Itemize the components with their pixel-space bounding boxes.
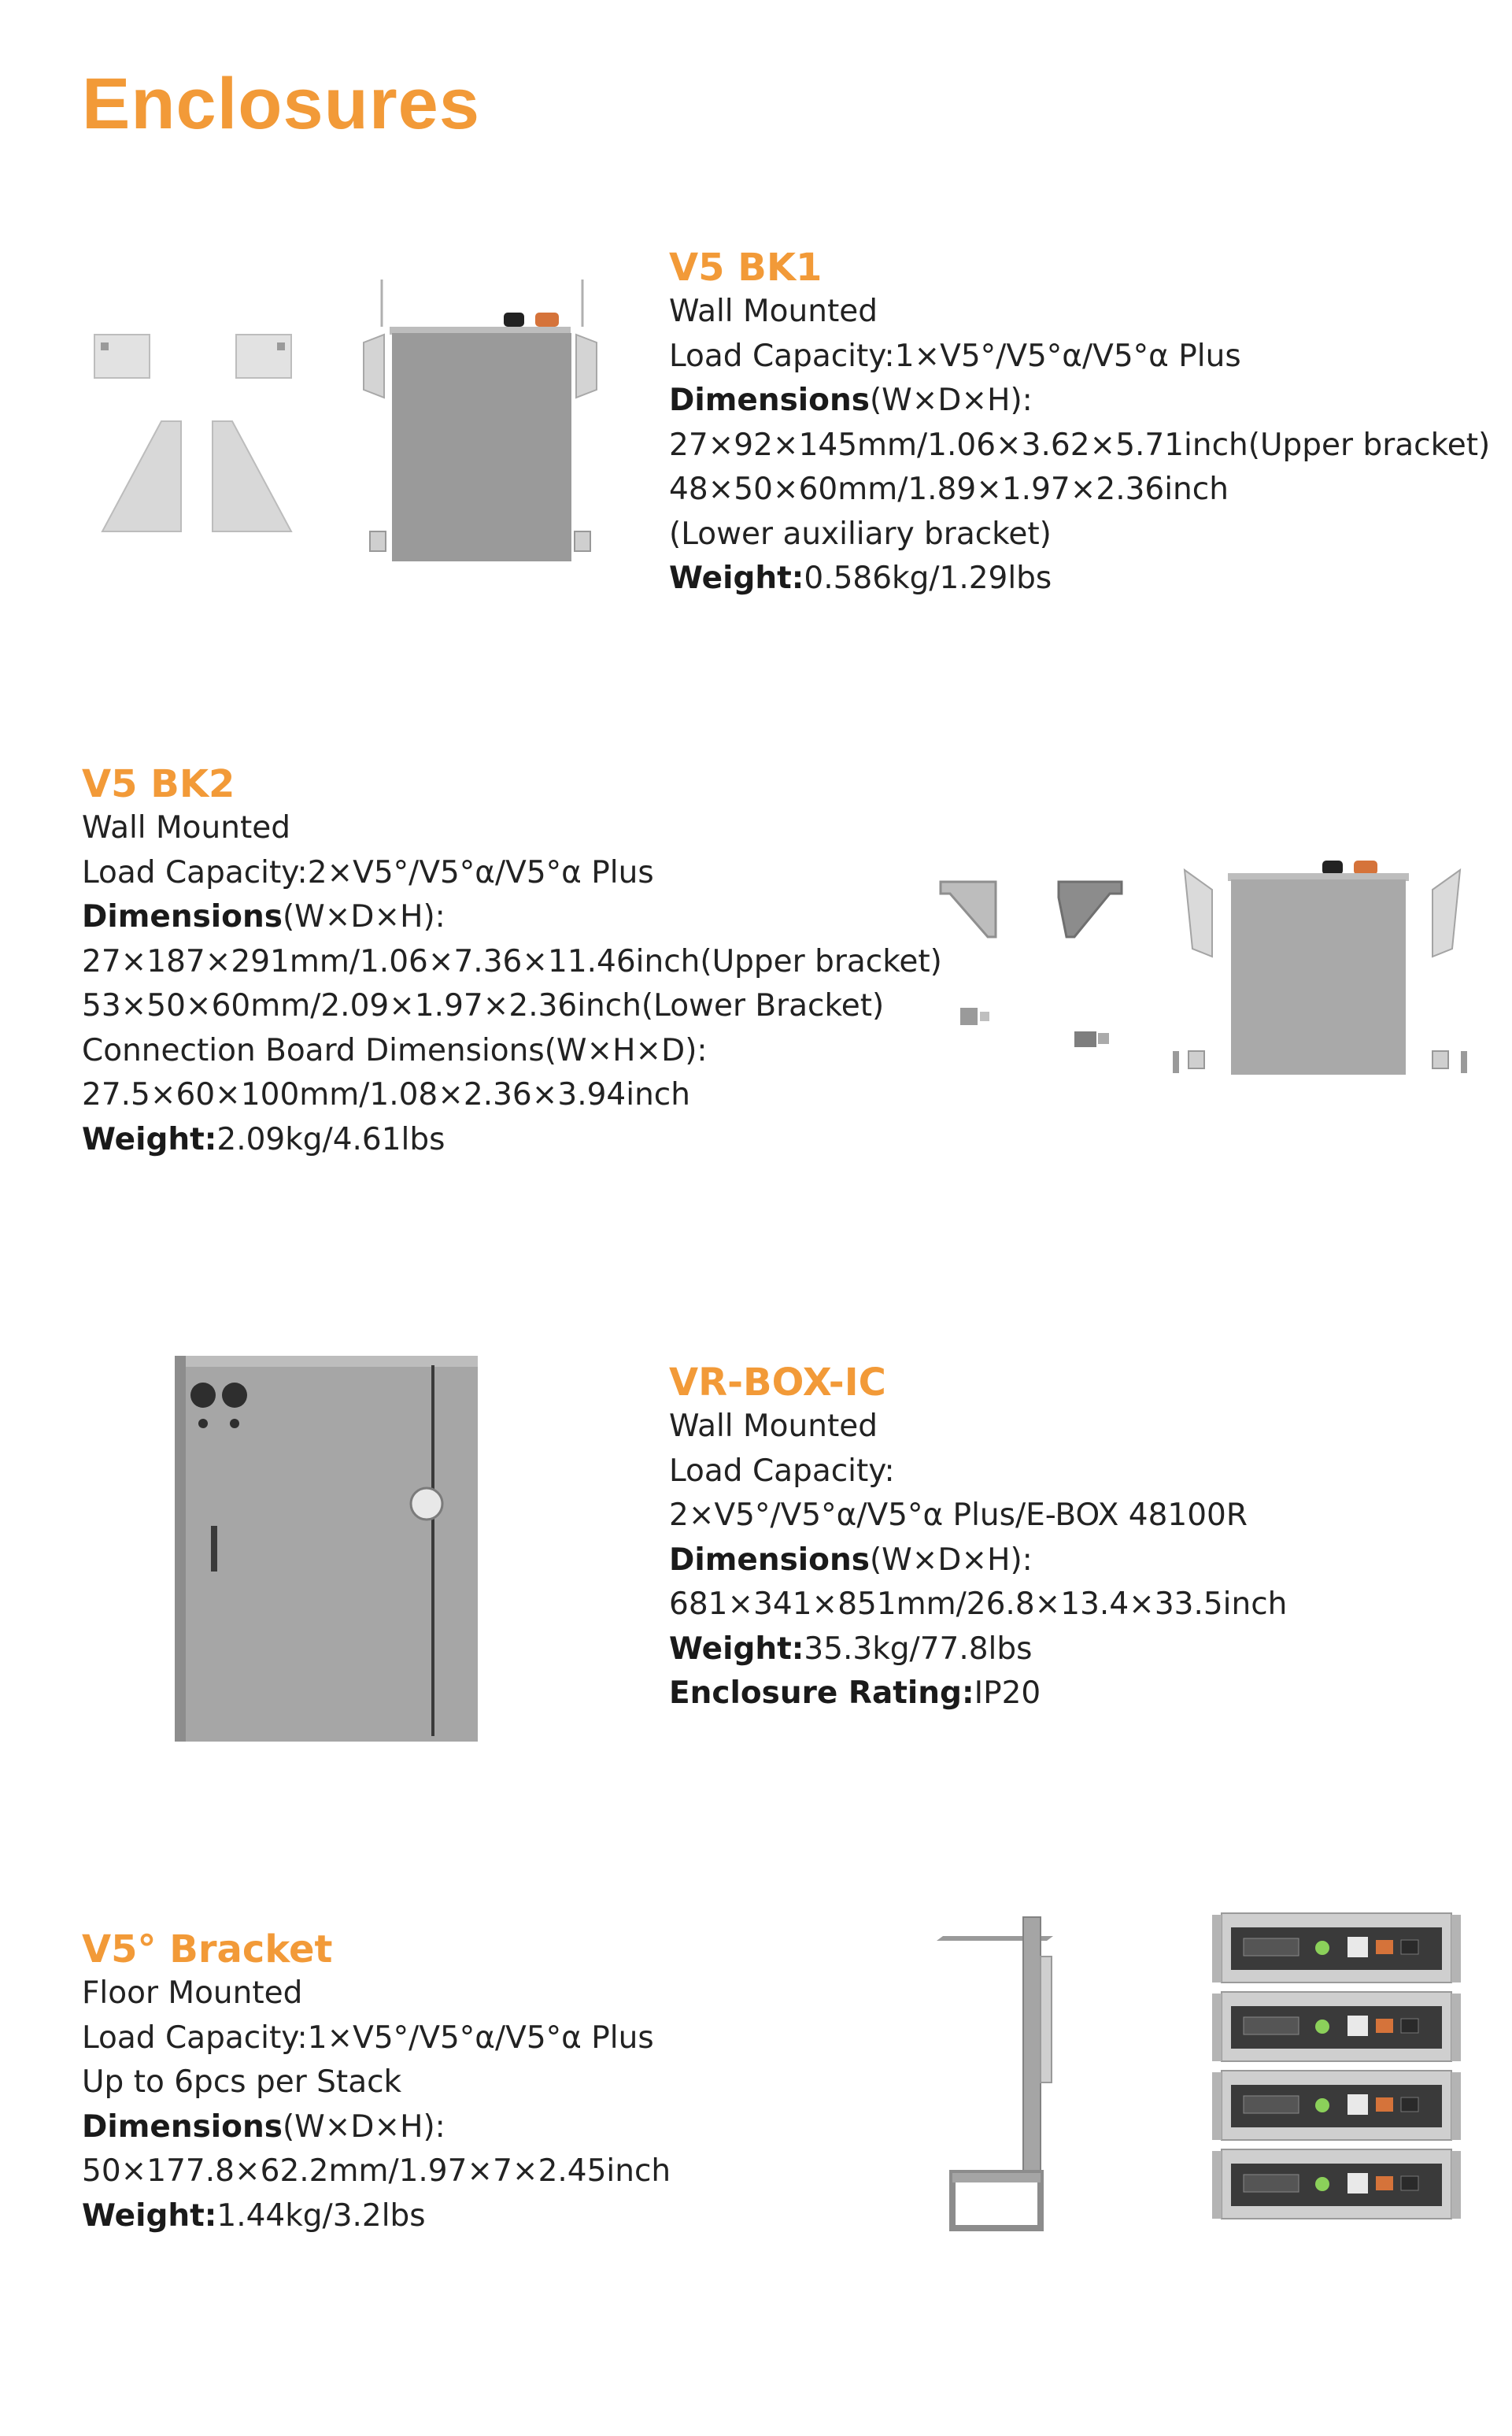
weight-value: 2.09kg/4.61lbs <box>216 1121 445 1157</box>
dimension-line: 27×92×145mm/1.06×3.62×5.71inch(Upper bracket) <box>669 427 1491 463</box>
mount-type: Floor Mounted <box>82 1975 303 2011</box>
v5-bk1-mounted-unit-image <box>346 272 606 571</box>
weight-value: 1.44kg/3.2lbs <box>216 2197 426 2234</box>
product-name: VR-BOX-IC <box>669 1361 886 1405</box>
rating-value: IP20 <box>974 1675 1041 1711</box>
dimensions-suffix: (W×D×H): <box>869 1542 1033 1578</box>
load-capacity-detail: 2×V5°/V5°α/V5°α Plus/E-BOX 48100R <box>669 1498 1248 1533</box>
dimension-line: 27.5×60×100mm/1.08×2.36×3.94inch <box>82 1077 690 1112</box>
dimensions-label: Dimensions <box>669 1542 870 1578</box>
dimensions-label: Dimensions <box>82 899 283 935</box>
mount-type: Wall Mounted <box>669 294 878 329</box>
rating-label: Enclosure Rating: <box>669 1675 974 1711</box>
v5-bk1-brackets-image <box>87 319 299 547</box>
dimensions-label: Dimensions <box>669 383 870 418</box>
stack-note: Up to 6pcs per Stack <box>82 2064 402 2100</box>
load-capacity: Load Capacity:2×V5°/V5°α/V5°α Plus <box>82 854 654 890</box>
product-name: V5° Bracket <box>82 1927 333 1971</box>
dimension-line: (Lower auxiliary bracket) <box>669 516 1052 552</box>
dimension-line: 50×177.8×62.2mm/1.97×7×2.45inch <box>82 2153 671 2189</box>
v5-bk2-brackets-image <box>933 866 1137 1071</box>
v5-bk2-specs <box>82 759 942 1162</box>
vr-box-ic-specs <box>669 1357 1287 1716</box>
dimension-line: 27×187×291mm/1.06×7.36×11.46inch(Upper bracket) <box>82 943 942 979</box>
mount-type: Wall Mounted <box>82 810 291 846</box>
vr-box-ic-cabinet-image <box>157 1346 496 1748</box>
load-capacity: Load Capacity: <box>669 1453 895 1489</box>
weight-value: 0.586kg/1.29lbs <box>804 561 1052 596</box>
v5-bracket-floor-bracket-image <box>929 1909 1070 2240</box>
dimensions-suffix: (W×D×H): <box>869 383 1033 418</box>
load-capacity: Load Capacity:1×V5°/V5°α/V5°α Plus <box>82 2020 654 2056</box>
dimension-line: 48×50×60mm/1.89×1.97×2.36inch <box>669 472 1229 507</box>
mount-type: Wall Mounted <box>669 1409 878 1444</box>
dimension-line: 53×50×60mm/2.09×1.97×2.36inch(Lower Bracket) <box>82 988 885 1024</box>
dimension-line: 681×341×851mm/26.8×13.4×33.5inch <box>669 1586 1288 1622</box>
page-title: Enclosures <box>82 64 480 144</box>
dimensions-suffix: (W×D×H): <box>282 2108 445 2145</box>
weight-label: Weight: <box>82 2197 217 2234</box>
load-capacity: Load Capacity:1×V5°/V5°α/V5°α Plus <box>669 338 1241 374</box>
v5-bracket-stack-image <box>1212 1905 1464 2236</box>
v5-bk2-mounted-unit-image <box>1165 854 1480 1083</box>
v5-bk1-specs <box>669 242 1490 602</box>
weight-label: Weight: <box>669 1631 804 1667</box>
dimension-line: Connection Board Dimensions(W×H×D): <box>82 1032 708 1068</box>
product-name: V5 BK2 <box>82 762 235 806</box>
weight-label: Weight: <box>669 561 804 596</box>
weight-value: 35.3kg/77.8lbs <box>804 1631 1033 1667</box>
dimensions-suffix: (W×D×H): <box>282 899 445 935</box>
v5-bracket-specs <box>82 1924 671 2238</box>
weight-label: Weight: <box>82 1121 217 1157</box>
product-name: V5 BK1 <box>669 246 823 290</box>
dimensions-label: Dimensions <box>82 2108 283 2145</box>
